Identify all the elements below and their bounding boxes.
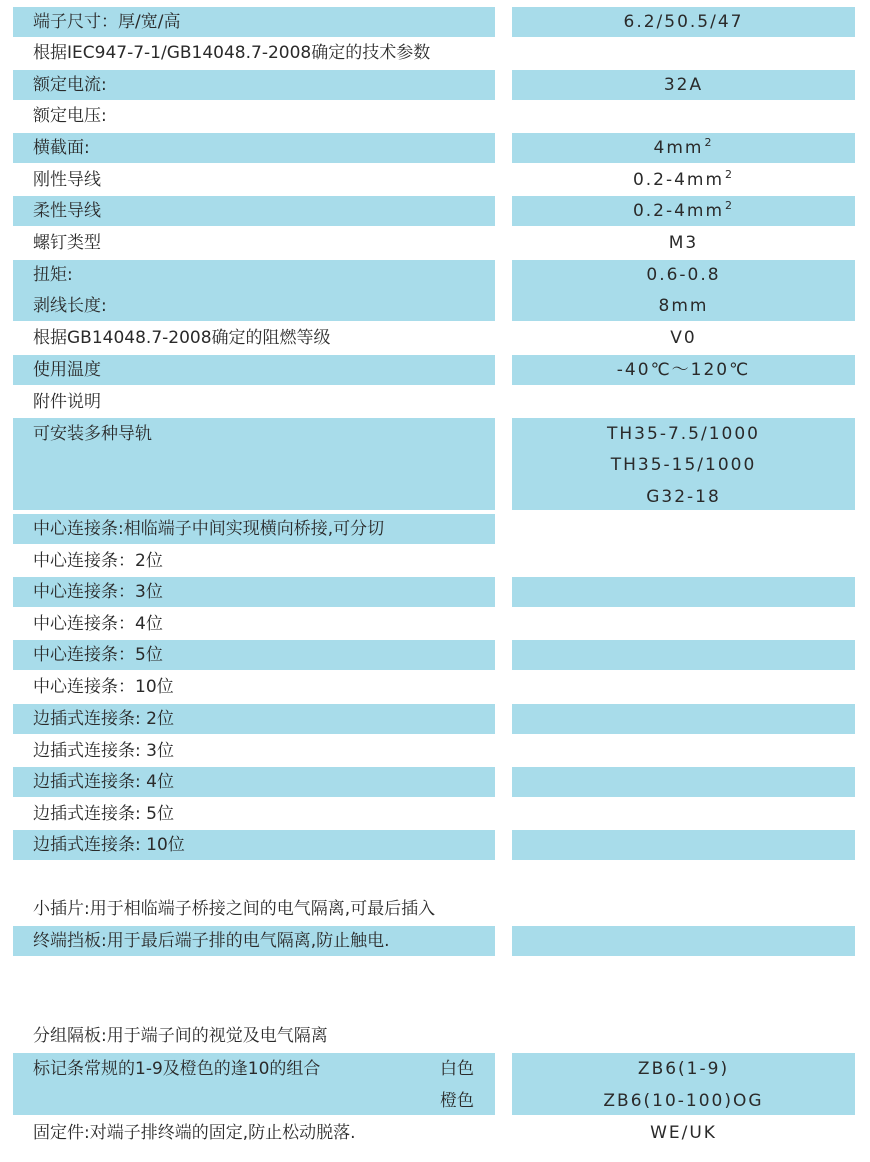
- row-band: [512, 830, 855, 860]
- row-value-flexible-wire: $0.2-4mm^2$: [632, 199, 735, 221]
- marker-color-orange: 橙色: [440, 1091, 474, 1111]
- row-band: [512, 704, 855, 734]
- row-band: [512, 767, 855, 797]
- row-label-side-bridge-4: 边插式连接条: 4位: [33, 772, 174, 792]
- row-label-rails: 可安装多种导轨: [33, 424, 152, 444]
- row-label-group-plate: 分组隔板:用于端子间的视觉及电气隔离: [33, 1026, 328, 1046]
- row-label-center-bridge-5: 中心连接条：5位: [33, 645, 163, 665]
- row-label-terminal-size: 端子尺寸：厚/宽/高: [33, 12, 181, 32]
- row-label-small-plug: 小插片:用于相临端子桥接之间的电气隔离,可最后插入: [33, 899, 436, 919]
- row-label-side-bridge-5: 边插式连接条: 5位: [33, 804, 174, 824]
- row-label-side-bridge-10: 边插式连接条: 10位: [33, 835, 185, 855]
- row-label-accessories: 附件说明: [33, 392, 101, 412]
- row-value-fixing: WE/UK: [650, 1123, 717, 1143]
- row-label-rigid-wire: 刚性导线: [33, 170, 101, 190]
- row-value-screw-type: M3: [668, 233, 699, 253]
- row-label-rated-voltage: 额定电压:: [33, 106, 107, 126]
- row-label-side-bridge-2: 边插式连接条: 2位: [33, 709, 174, 729]
- row-label-cross-section: 横截面:: [33, 138, 90, 158]
- row-label-torque: 扭矩:: [33, 265, 73, 285]
- row-label-center-bridge-10: 中心连接条：10位: [33, 677, 174, 697]
- row-label-screw-type: 螺钉类型: [33, 233, 101, 253]
- marker-color-white: 白色: [440, 1059, 474, 1079]
- row-label-flame-rating: 根据GB14048.7-2008确定的阻燃等级: [33, 328, 331, 348]
- row-band: [512, 577, 855, 607]
- row-value-rail: TH35-15/1000: [610, 455, 757, 475]
- row-label-rated-current: 额定电流:: [33, 75, 107, 95]
- row-value-terminal-size: 6.2/50.5/47: [623, 12, 744, 32]
- row-label-end-plate: 终端挡板:用于最后端子排的电气隔离,防止触电.: [33, 931, 390, 951]
- row-label-temperature: 使用温度: [33, 360, 101, 380]
- row-value-marker-orange: ZB6(10-100)OG: [603, 1091, 764, 1111]
- row-value-temperature: -40℃～120℃: [616, 360, 751, 380]
- row-label-center-bridge: 中心连接条:相临端子中间实现横向桥接,可分切: [33, 519, 385, 539]
- row-label-side-bridge-3: 边插式连接条: 3位: [33, 741, 174, 761]
- row-value-flame-rating: V0: [670, 328, 697, 348]
- row-label-fixing: 固定件:对端子排终端的固定,防止松动脱落.: [33, 1123, 356, 1143]
- row-value-rigid-wire: $0.2-4mm^2$: [632, 168, 735, 190]
- row-value-rated-current: 32A: [663, 75, 704, 95]
- row-label-strip-length: 剥线长度:: [33, 296, 107, 316]
- row-value-cross-section: $4mm^2$: [653, 136, 714, 158]
- row-value-marker-white: ZB6(1-9): [637, 1059, 730, 1079]
- row-label-center-bridge-4: 中心连接条：4位: [33, 614, 163, 634]
- row-band: [512, 640, 855, 670]
- row-label-center-bridge-2: 中心连接条：2位: [33, 551, 163, 571]
- row-value-strip-length: 8mm: [658, 296, 709, 316]
- row-band: [512, 926, 855, 956]
- row-label-marker: 标记条常规的1-9及橙色的逢10的组合: [33, 1059, 321, 1079]
- row-value-rail: TH35-7.5/1000: [607, 424, 760, 444]
- row-value-torque: 0.6-0.8: [646, 265, 721, 285]
- row-value-rail: G32-18: [646, 487, 721, 507]
- row-label-tech-params: 根据IEC947-7-1/GB14048.7-2008确定的技术参数: [33, 43, 431, 63]
- row-label-center-bridge-3: 中心连接条：3位: [33, 582, 163, 602]
- row-label-flexible-wire: 柔性导线: [33, 201, 101, 221]
